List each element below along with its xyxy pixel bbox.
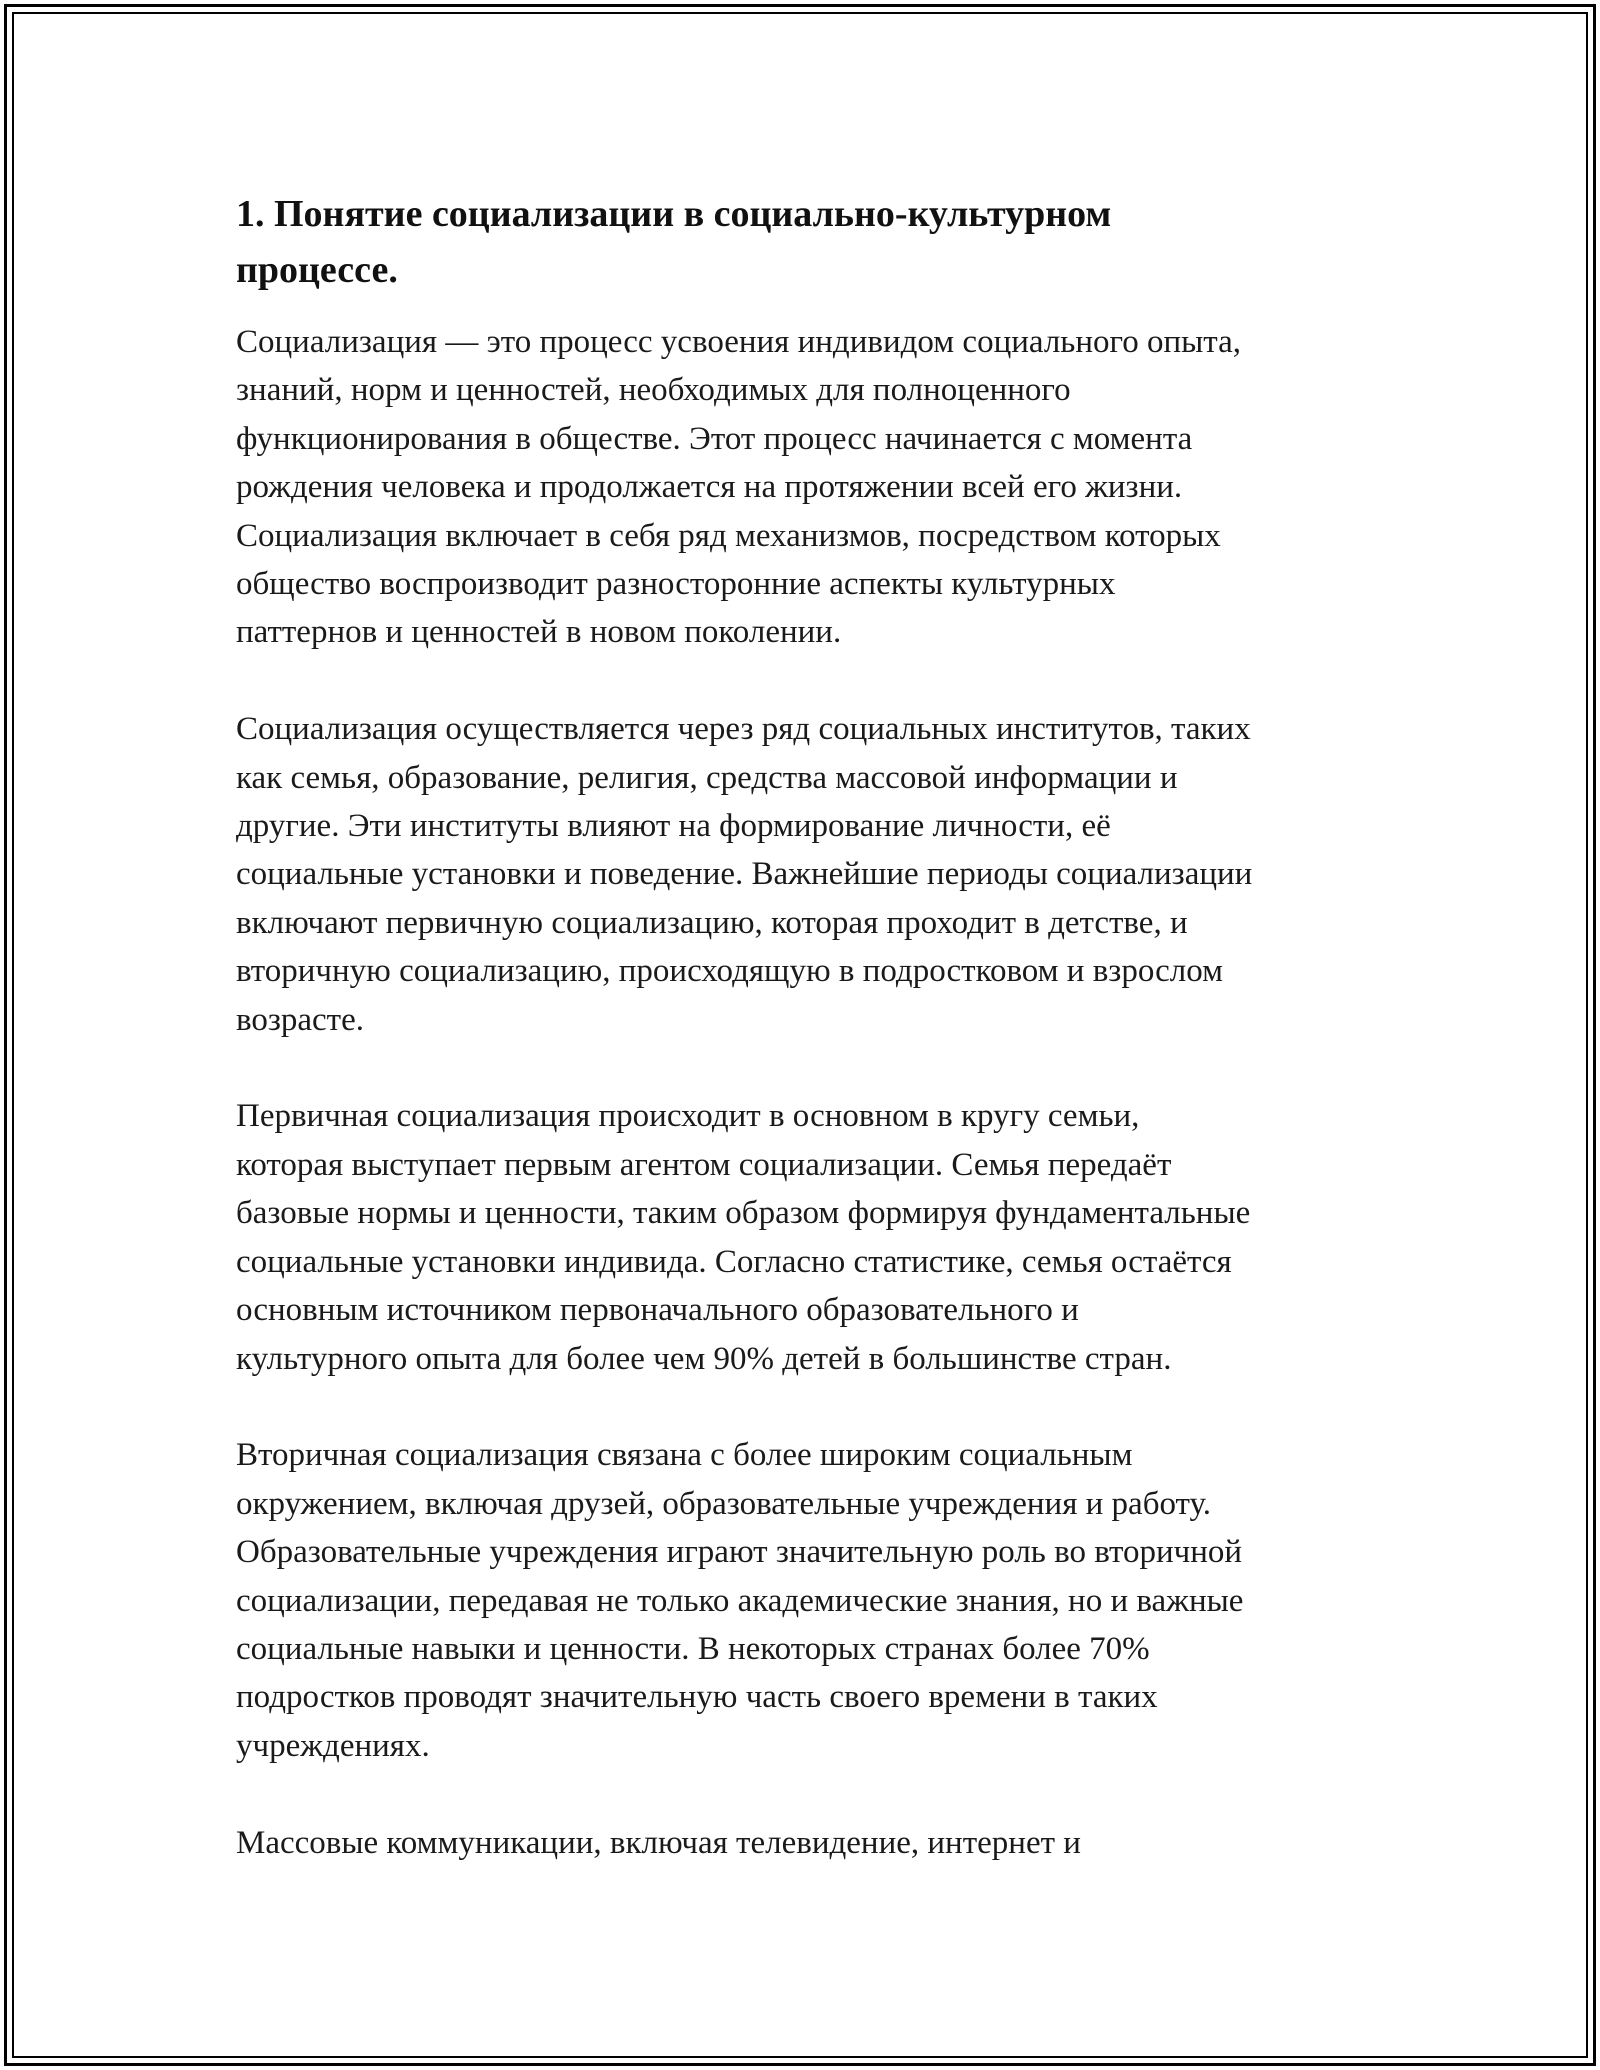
text-line: знаний, норм и ценностей, необходимых для полноценного (236, 372, 1071, 409)
text-line: окружением, включая друзей, образовательные учреждения и работу. (236, 1485, 1211, 1522)
section-heading-line: 1. Понятие социализации в социально-культурном (236, 193, 1112, 235)
text-line: социализации, передавая не только академические знания, но и важные (236, 1582, 1244, 1619)
text-line: Первичная социализация происходит в основном в кругу семьи, (236, 1098, 1140, 1135)
text-line: базовые нормы и ценности, таким образом формируя фундаментальные (236, 1195, 1251, 1232)
text-line: культурного опыта для более чем 90% детей в большинстве стран. (236, 1340, 1172, 1377)
paragraph-secondary-socialization (236, 1431, 1386, 1770)
text-line: социальные установки индивида. Согласно статистике, семья остаётся (236, 1243, 1232, 1280)
text-line: учреждениях. (236, 1727, 430, 1764)
text-line: другие. Эти институты влияют на формирование личности, её (236, 808, 1111, 845)
text-line: общество воспроизводит разносторонние аспекты культурных (236, 566, 1116, 603)
section-heading (236, 186, 1386, 298)
section-heading-line: процессе. (236, 249, 398, 291)
paragraph-mass-communication (236, 1819, 1386, 1867)
text-line: основным источником первоначального образовательного и (236, 1292, 1079, 1329)
text-line: включают первичную социализацию, которая проходит в детстве, и (236, 904, 1188, 941)
text-line: Социализация включает в себя ряд механизмов, посредством которых (236, 517, 1221, 554)
document-page (236, 186, 1386, 1867)
text-line: паттернов и ценностей в новом поколении. (236, 614, 842, 651)
text-line: Образовательные учреждения играют значительную роль во вторичной (236, 1534, 1243, 1571)
text-line: которая выступает первым агентом социализации. Семья передаёт (236, 1146, 1172, 1183)
text-line: Вторичная социализация связана с более широким социальным (236, 1437, 1133, 1474)
paragraph-primary-socialization (236, 1092, 1386, 1382)
text-line: Массовые коммуникации, включая телевидение, интернет и (236, 1824, 1081, 1861)
paragraph-institutions (236, 705, 1386, 1044)
text-line: как семья, образование, религия, средства массовой информации и (236, 759, 1178, 796)
text-line: социальные установки и поведение. Важнейшие периоды социализации (236, 856, 1253, 893)
text-line: Социализация — это процесс усвоения индивидом социального опыта, (236, 324, 1242, 360)
paragraph-definition (236, 318, 1386, 657)
text-line: Социализация осуществляется через ряд социальных институтов, таких (236, 711, 1251, 748)
text-line: функционирования в обществе. Этот процесс начинается с момента (236, 420, 1193, 457)
text-line: возрасте. (236, 1001, 365, 1038)
text-line: социальные навыки и ценности. В некоторых странах более 70% (236, 1630, 1150, 1667)
text-line: рождения человека и продолжается на протяжении всей его жизни. (236, 469, 1183, 506)
text-line: вторичную социализацию, происходящую в подростковом и взрослом (236, 953, 1224, 990)
text-line: подростков проводят значительную часть своего времени в таких (236, 1679, 1158, 1716)
